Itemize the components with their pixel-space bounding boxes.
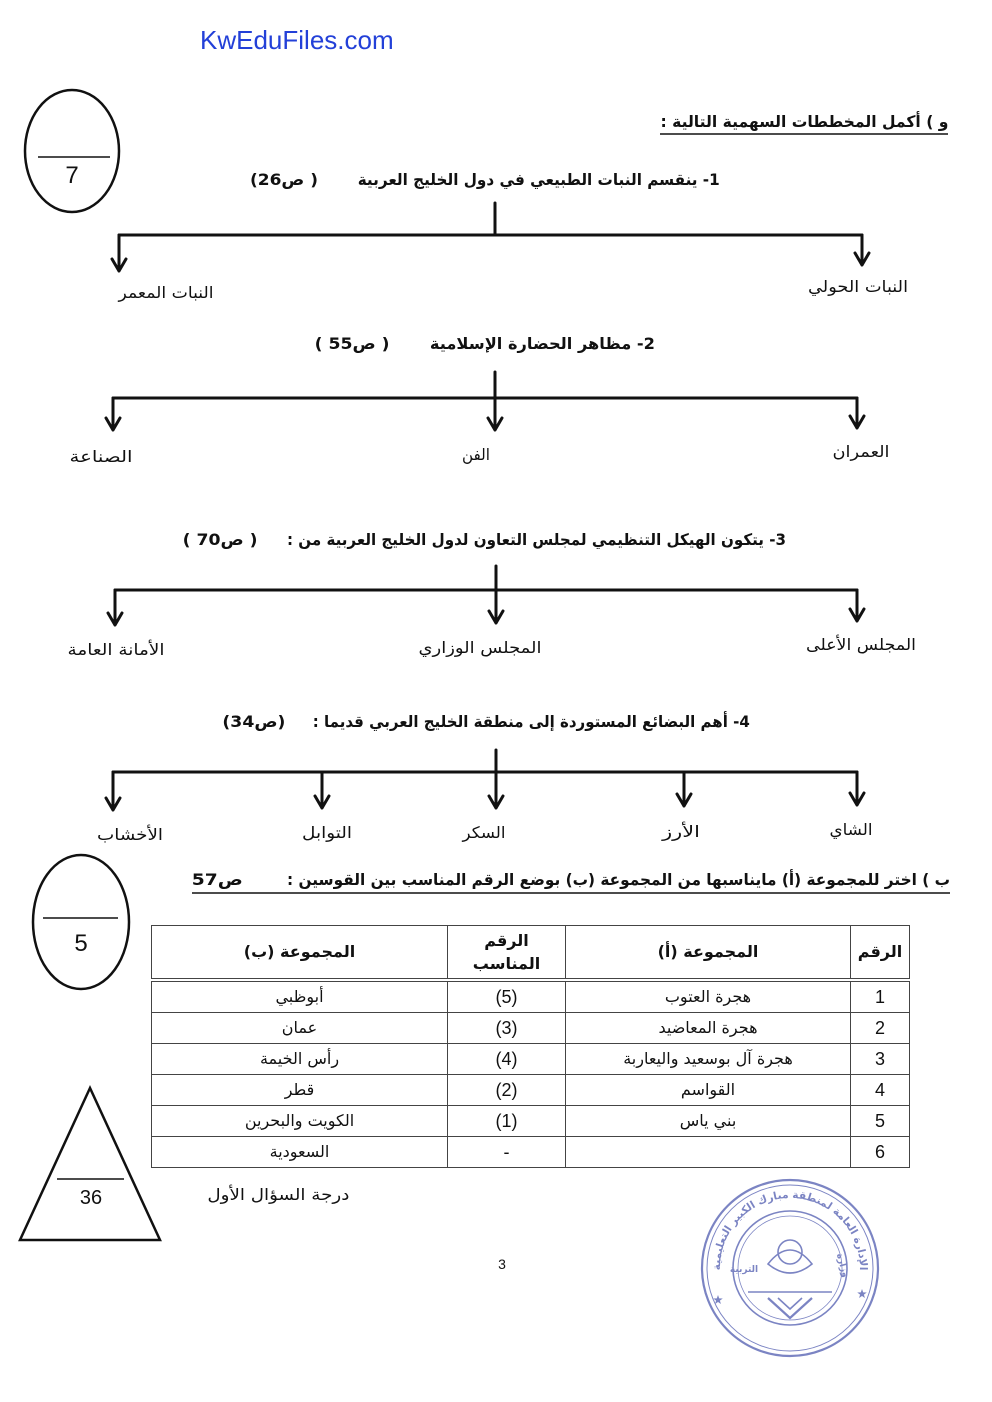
section-b-heading: ب ) اختر للمجموعة (أ) مايناسبها من المجموعة (ب) بوضع الرقم المناسب بين القوسين : bbox=[287, 870, 950, 889]
diagram-4-arrow-4 bbox=[315, 772, 329, 808]
stamp-star-icon bbox=[857, 1289, 867, 1298]
diagram-1-branch-1: النبات الحولي bbox=[808, 277, 908, 296]
row-group-a: بني ياس bbox=[566, 1106, 851, 1137]
table-row bbox=[152, 1106, 910, 1137]
row-group-a: القواسم bbox=[566, 1075, 851, 1106]
table-row bbox=[152, 1044, 910, 1075]
row-number: 4 bbox=[851, 1075, 910, 1106]
diagram-4-page-ref: (ص34) bbox=[222, 712, 285, 731]
row-group-a: هجرة العتوب bbox=[566, 980, 851, 1013]
diagram-2-arrow-left bbox=[106, 398, 120, 430]
row-group-b: الكويت والبحرين bbox=[152, 1106, 448, 1137]
diagram-2-page-ref: ( ص55 ) bbox=[315, 334, 390, 353]
stamp-ring-text: الإدارة العامة لمنطقة مبارك الكبير التعليمية bbox=[710, 1188, 870, 1271]
header-match-label: الرقم المناسب bbox=[472, 931, 541, 973]
row-group-b: أبوظبي bbox=[152, 980, 448, 1013]
diagram-3-prompt: 3- يتكون الهيكل التنظيمي لمجلس التعاون لدول الخليج العربية من : bbox=[287, 530, 786, 549]
diagram-3-arrows bbox=[108, 566, 864, 625]
table-header-row bbox=[152, 926, 910, 981]
diagram-4-branch-3: السكر bbox=[462, 823, 506, 842]
stamp-emblem-icon bbox=[748, 1240, 832, 1318]
diagram-3-branch-3: الأمانة العامة bbox=[67, 640, 165, 659]
table-row bbox=[152, 1137, 910, 1168]
row-group-b: السعودية bbox=[152, 1137, 448, 1168]
diagram-1-branch-2: النبات المعمر bbox=[118, 283, 214, 302]
table-row bbox=[152, 1075, 910, 1106]
diagram-3-page-ref: ( ص70 ) bbox=[183, 530, 258, 549]
diagram-2-branch-3: الصناعة bbox=[69, 447, 133, 466]
diagram-3-arrow-right bbox=[850, 590, 864, 621]
row-number: 2 bbox=[851, 1013, 910, 1044]
row-group-a bbox=[566, 1137, 851, 1168]
score-triangle-total bbox=[20, 1088, 160, 1240]
matching-table bbox=[151, 925, 910, 1168]
official-stamp bbox=[702, 1180, 878, 1356]
diagram-1-arrow-right bbox=[855, 235, 869, 265]
diagram-1-arrows bbox=[112, 203, 869, 271]
section-b-page-ref: ص57 bbox=[192, 870, 243, 889]
part-b-mark: 5 bbox=[74, 930, 88, 957]
header-number: الرقم bbox=[851, 926, 910, 981]
diagram-2-prompt: 2- مظاهر الحضارة الإسلامية bbox=[430, 334, 655, 353]
row-number: 3 bbox=[851, 1044, 910, 1075]
header-group-a: المجموعة (أ) bbox=[566, 926, 851, 981]
score-oval-part-b bbox=[33, 855, 129, 989]
diagram-4-branch-5: الأخشاب bbox=[97, 825, 163, 844]
table-row bbox=[152, 980, 910, 1013]
diagram-3-arrow-middle bbox=[489, 590, 503, 623]
part-a-mark: 7 bbox=[65, 162, 79, 189]
diagram-1-prompt: 1- ينقسم النبات الطبيعي في دول الخليج العربية bbox=[358, 170, 720, 189]
row-group-b: قطر bbox=[152, 1075, 448, 1106]
row-match: (5) bbox=[448, 980, 566, 1013]
header-group-b: المجموعة (ب) bbox=[152, 926, 448, 981]
row-group-a: هجرة المعاضيد bbox=[566, 1013, 851, 1044]
score-oval-part-a bbox=[25, 90, 119, 212]
diagram-1-page-ref: ( ص26) bbox=[250, 170, 318, 189]
site-watermark: KwEduFiles.com bbox=[200, 25, 394, 55]
diagram-4-arrow-1 bbox=[850, 772, 864, 805]
diagram-4-arrow-2 bbox=[677, 772, 691, 806]
diagram-4-arrow-3 bbox=[489, 772, 503, 808]
diagram-2-arrow-middle bbox=[488, 398, 502, 430]
diagram-4-branch-4: التوابل bbox=[302, 823, 352, 842]
section-a-heading: و ) أكمل المخططات السهمية التالية : bbox=[660, 112, 948, 131]
diagram-2-branch-2: الفن bbox=[462, 445, 490, 464]
diagram-2-arrow-right bbox=[850, 398, 864, 428]
row-number: 6 bbox=[851, 1137, 910, 1168]
row-match: (3) bbox=[448, 1013, 566, 1044]
row-match: (1) bbox=[448, 1106, 566, 1137]
diagram-1-arrow-left bbox=[112, 235, 126, 271]
row-match: - bbox=[448, 1137, 566, 1168]
stamp-inner-right-text: وزارة bbox=[833, 1252, 850, 1279]
diagram-4-arrow-5 bbox=[106, 772, 120, 810]
row-number: 1 bbox=[851, 980, 910, 1013]
row-group-b: عمان bbox=[152, 1013, 448, 1044]
diagram-3-branch-2: المجلس الوزاري bbox=[418, 638, 542, 657]
diagram-2-branch-1: العمران bbox=[832, 442, 890, 461]
stamp-inner-left-text: التربية bbox=[729, 1265, 759, 1275]
question-total-mark: 36 bbox=[79, 1187, 103, 1209]
table-row bbox=[152, 1013, 910, 1044]
diagram-4-branch-1: الشاي bbox=[829, 820, 873, 839]
diagram-3-arrow-left bbox=[108, 590, 122, 625]
row-match: (4) bbox=[448, 1044, 566, 1075]
diagram-2-arrows bbox=[106, 372, 864, 430]
row-number: 5 bbox=[851, 1106, 910, 1137]
page-number: 3 bbox=[498, 1256, 506, 1272]
diagram-4-prompt: 4- أهم البضائع المستوردة إلى منطقة الخليج العربي قديما : bbox=[313, 712, 750, 731]
diagram-4-branch-2: الأرز bbox=[662, 822, 700, 841]
row-group-b: رأس الخيمة bbox=[152, 1044, 448, 1075]
diagram-4-arrows bbox=[106, 750, 864, 810]
row-match: (2) bbox=[448, 1075, 566, 1106]
header-match bbox=[448, 926, 566, 981]
diagram-3-branch-1: المجلس الأعلى bbox=[806, 635, 916, 654]
question-total-label: درجة السؤال الأول bbox=[207, 1185, 349, 1204]
row-group-a: هجرة آل بوسعيد واليعاربة bbox=[566, 1044, 851, 1075]
